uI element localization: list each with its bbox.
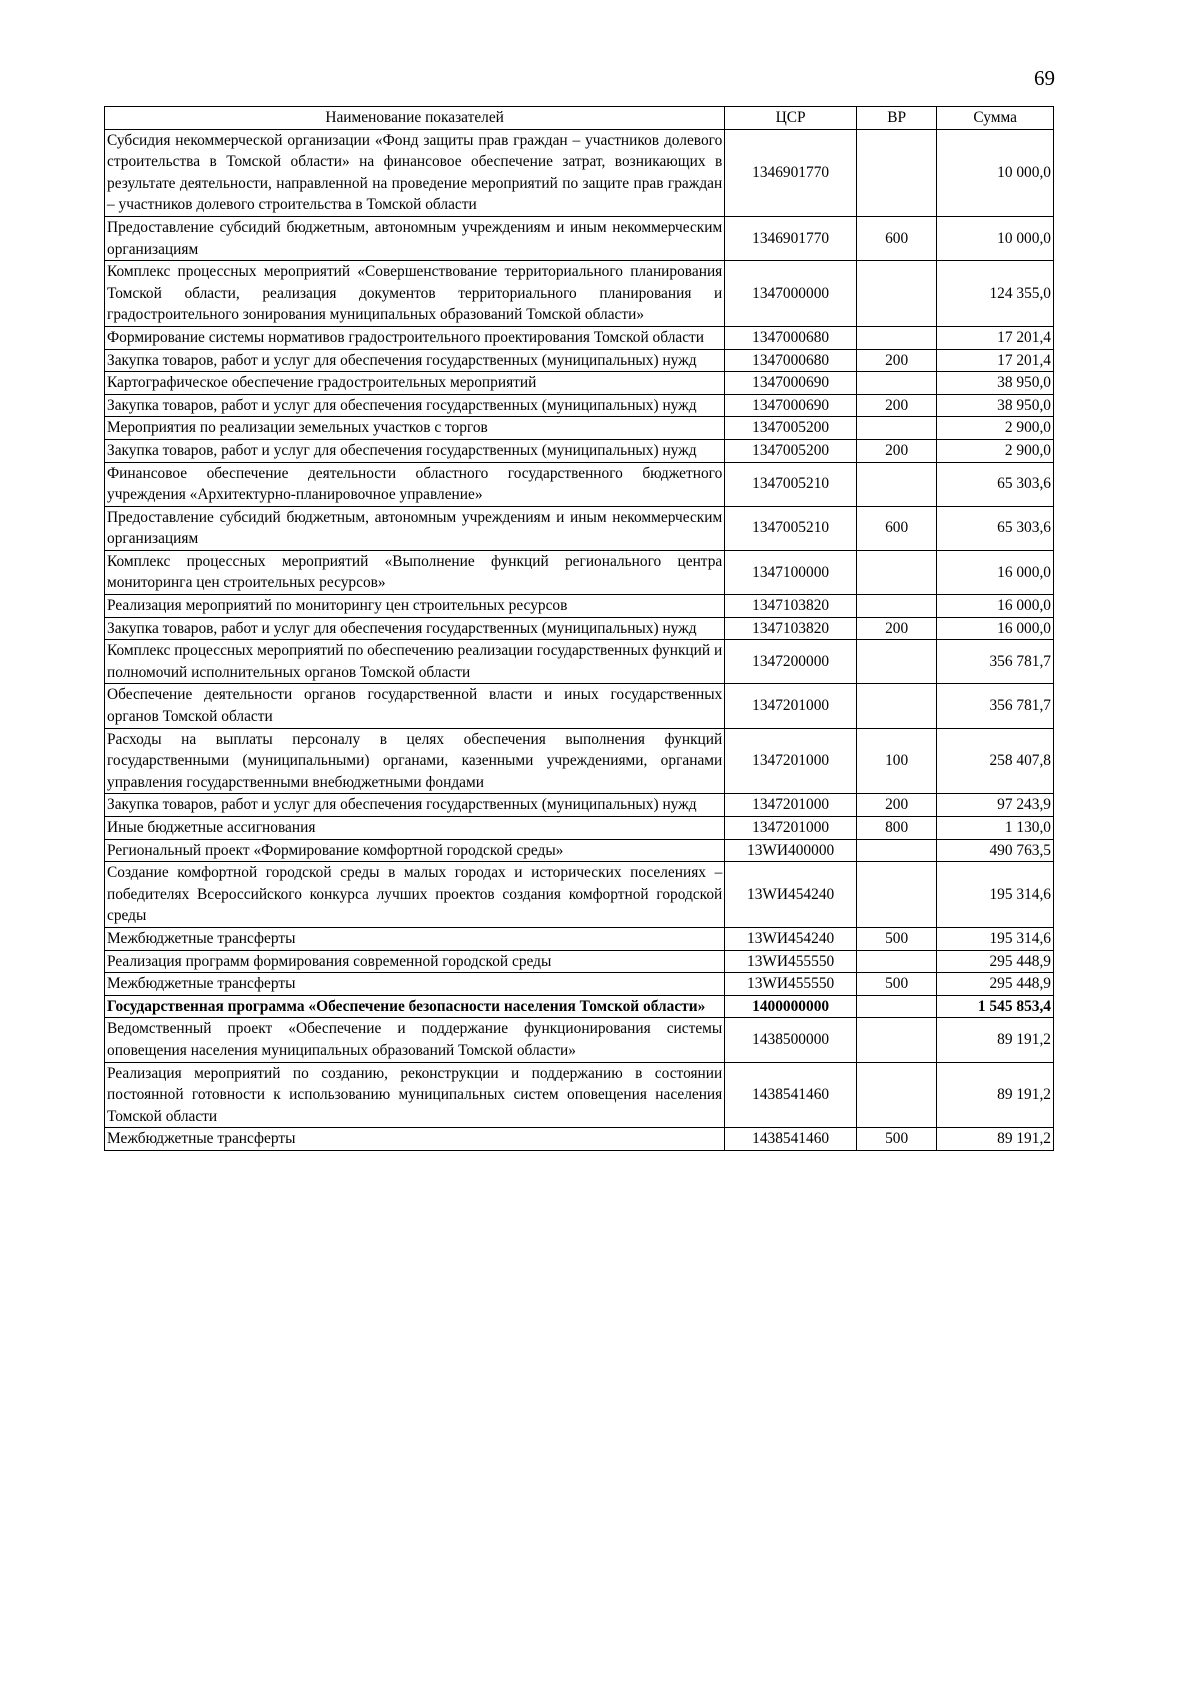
cell-csr: 1346901770 <box>725 216 857 260</box>
cell-name: Региональный проект «Формирование комфортной городской среды» <box>105 839 725 862</box>
table-row <box>105 439 1054 462</box>
table-row <box>105 326 1054 349</box>
cell-csr: 1347200000 <box>725 640 857 684</box>
cell-name: Создание комфортной городской среды в малых городах и исторических поселениях – победителях Всероссийского конкурса лучших проектов создания комфортной городской среды <box>105 862 725 928</box>
table-row <box>105 462 1054 506</box>
table-row <box>105 950 1054 973</box>
table-row <box>105 862 1054 928</box>
cell-vr: 500 <box>856 927 936 950</box>
cell-vr <box>856 950 936 973</box>
cell-name: Обеспечение деятельности органов государственной власти и иных государственных органов Томской области <box>105 684 725 728</box>
cell-csr: 1400000000 <box>725 995 857 1018</box>
cell-sum: 38 950,0 <box>937 394 1054 417</box>
cell-csr: 1438500000 <box>725 1018 857 1062</box>
cell-sum: 65 303,6 <box>937 462 1054 506</box>
cell-vr <box>856 595 936 618</box>
cell-csr: 1347100000 <box>725 550 857 594</box>
cell-name: Межбюджетные трансферты <box>105 973 725 996</box>
cell-name: Реализация мероприятий по мониторингу цен строительных ресурсов <box>105 595 725 618</box>
cell-csr: 1347000690 <box>725 372 857 395</box>
cell-csr: 1347000680 <box>725 326 857 349</box>
cell-vr <box>856 640 936 684</box>
table-row <box>105 728 1054 794</box>
cell-name: Иные бюджетные ассигнования <box>105 817 725 840</box>
cell-vr <box>856 417 936 440</box>
cell-name: Ведомственный проект «Обеспечение и поддержание функционирования системы оповещения населения муниципальных образований Томской области» <box>105 1018 725 1062</box>
table-row <box>105 595 1054 618</box>
cell-vr: 200 <box>856 794 936 817</box>
cell-sum: 89 191,2 <box>937 1018 1054 1062</box>
header-sum: Сумма <box>937 107 1054 130</box>
cell-name: Расходы на выплаты персоналу в целях обеспечения выполнения функций государственными (муниципальными) органами, казенными учреждениями, органами управления государственными внебюджетными фондами <box>105 728 725 794</box>
cell-sum: 124 355,0 <box>937 261 1054 327</box>
cell-vr <box>856 862 936 928</box>
table-row <box>105 1062 1054 1128</box>
cell-sum: 2 900,0 <box>937 439 1054 462</box>
cell-vr <box>856 372 936 395</box>
cell-csr: 13WИ454240 <box>725 862 857 928</box>
cell-vr <box>856 839 936 862</box>
cell-vr: 500 <box>856 1128 936 1151</box>
cell-name: Закупка товаров, работ и услуг для обеспечения государственных (муниципальных) нужд <box>105 617 725 640</box>
cell-sum: 38 950,0 <box>937 372 1054 395</box>
cell-name: Предоставление субсидий бюджетным, автономным учреждениям и иным некоммерческим организациям <box>105 216 725 260</box>
cell-name: Субсидия некоммерческой организации «Фонд защиты прав граждан – участников долевого строительства в Томской области» на финансовое обеспечение затрат, возникающих в результате деятельности, направленной на проведение мероприятий по защите прав граждан – участников долевого строительства в Томской области <box>105 129 725 216</box>
cell-csr: 1347000680 <box>725 349 857 372</box>
table-row <box>105 927 1054 950</box>
cell-vr: 100 <box>856 728 936 794</box>
cell-csr: 1347201000 <box>725 728 857 794</box>
cell-csr: 1347201000 <box>725 817 857 840</box>
table-row <box>105 394 1054 417</box>
cell-name: Государственная программа «Обеспечение безопасности населения Томской области» <box>105 995 725 1018</box>
cell-csr: 1347103820 <box>725 617 857 640</box>
cell-csr: 1438541460 <box>725 1062 857 1128</box>
header-vr: ВР <box>856 107 936 130</box>
cell-sum: 16 000,0 <box>937 617 1054 640</box>
cell-csr: 1346901770 <box>725 129 857 216</box>
cell-vr: 200 <box>856 394 936 417</box>
cell-sum: 10 000,0 <box>937 129 1054 216</box>
cell-name: Закупка товаров, работ и услуг для обеспечения государственных (муниципальных) нужд <box>105 439 725 462</box>
cell-csr: 1347103820 <box>725 595 857 618</box>
header-csr: ЦСР <box>725 107 857 130</box>
cell-vr <box>856 1018 936 1062</box>
cell-sum: 356 781,7 <box>937 684 1054 728</box>
table-row <box>105 617 1054 640</box>
page-number: 69 <box>1034 66 1055 90</box>
cell-name: Комплекс процессных мероприятий по обеспечению реализации государственных функций и полномочий исполнительных органов Томской области <box>105 640 725 684</box>
cell-name: Межбюджетные трансферты <box>105 927 725 950</box>
cell-sum: 17 201,4 <box>937 326 1054 349</box>
table-row <box>105 372 1054 395</box>
cell-sum: 295 448,9 <box>937 973 1054 996</box>
cell-csr: 1347005210 <box>725 506 857 550</box>
cell-csr: 1347000690 <box>725 394 857 417</box>
cell-csr: 13WИ455550 <box>725 950 857 973</box>
table-row <box>105 417 1054 440</box>
cell-name: Реализация программ формирования современной городской среды <box>105 950 725 973</box>
cell-sum: 195 314,6 <box>937 862 1054 928</box>
table-row <box>105 349 1054 372</box>
cell-sum: 2 900,0 <box>937 417 1054 440</box>
cell-vr <box>856 129 936 216</box>
cell-name: Межбюджетные трансферты <box>105 1128 725 1151</box>
cell-vr <box>856 550 936 594</box>
table-body <box>105 129 1054 1150</box>
cell-sum: 89 191,2 <box>937 1062 1054 1128</box>
cell-vr: 200 <box>856 349 936 372</box>
cell-sum: 16 000,0 <box>937 550 1054 594</box>
cell-name: Комплекс процессных мероприятий «Выполнение функций регионального центра мониторинга цен строительных ресурсов» <box>105 550 725 594</box>
table-row <box>105 995 1054 1018</box>
cell-name: Картографическое обеспечение градостроительных мероприятий <box>105 372 725 395</box>
cell-name: Закупка товаров, работ и услуг для обеспечения государственных (муниципальных) нужд <box>105 794 725 817</box>
cell-sum: 97 243,9 <box>937 794 1054 817</box>
cell-csr: 1347201000 <box>725 684 857 728</box>
cell-sum: 356 781,7 <box>937 640 1054 684</box>
table-row <box>105 261 1054 327</box>
header-name: Наименование показателей <box>105 107 725 130</box>
cell-name: Закупка товаров, работ и услуг для обеспечения государственных (муниципальных) нужд <box>105 394 725 417</box>
cell-csr: 1347005200 <box>725 439 857 462</box>
cell-vr: 800 <box>856 817 936 840</box>
cell-vr: 600 <box>856 216 936 260</box>
cell-csr: 13WИ455550 <box>725 973 857 996</box>
cell-sum: 1 130,0 <box>937 817 1054 840</box>
cell-name: Реализация мероприятий по созданию, реконструкции и поддержанию в состоянии постоянной готовности к использованию муниципальных систем оповещения населения Томской области <box>105 1062 725 1128</box>
cell-name: Закупка товаров, работ и услуг для обеспечения государственных (муниципальных) нужд <box>105 349 725 372</box>
cell-csr: 1347201000 <box>725 794 857 817</box>
table-row <box>105 973 1054 996</box>
table-row <box>105 1018 1054 1062</box>
table-row <box>105 1128 1054 1151</box>
table-row <box>105 129 1054 216</box>
table-row <box>105 839 1054 862</box>
cell-sum: 17 201,4 <box>937 349 1054 372</box>
cell-sum: 65 303,6 <box>937 506 1054 550</box>
cell-vr <box>856 684 936 728</box>
cell-vr <box>856 261 936 327</box>
table-header-row <box>105 107 1054 130</box>
cell-name: Мероприятия по реализации земельных участков с торгов <box>105 417 725 440</box>
cell-name: Финансовое обеспечение деятельности областного государственного бюджетного учреждения «Архитектурно-планировочное управление» <box>105 462 725 506</box>
budget-table <box>104 106 1054 1151</box>
cell-vr <box>856 995 936 1018</box>
cell-sum: 16 000,0 <box>937 595 1054 618</box>
cell-vr: 200 <box>856 439 936 462</box>
cell-name: Предоставление субсидий бюджетным, автономным учреждениям и иным некоммерческим организациям <box>105 506 725 550</box>
cell-csr: 1347005210 <box>725 462 857 506</box>
cell-sum: 490 763,5 <box>937 839 1054 862</box>
cell-csr: 13WИ400000 <box>725 839 857 862</box>
cell-vr <box>856 1062 936 1128</box>
cell-vr: 500 <box>856 973 936 996</box>
cell-name: Формирование системы нормативов градостроительного проектирования Томской области <box>105 326 725 349</box>
cell-sum: 195 314,6 <box>937 927 1054 950</box>
cell-vr <box>856 326 936 349</box>
cell-sum: 1 545 853,4 <box>937 995 1054 1018</box>
table-row <box>105 506 1054 550</box>
cell-vr: 600 <box>856 506 936 550</box>
table-row <box>105 817 1054 840</box>
table-row <box>105 794 1054 817</box>
table-row <box>105 216 1054 260</box>
table-row <box>105 550 1054 594</box>
cell-sum: 10 000,0 <box>937 216 1054 260</box>
cell-vr <box>856 462 936 506</box>
cell-sum: 89 191,2 <box>937 1128 1054 1151</box>
cell-csr: 1438541460 <box>725 1128 857 1151</box>
cell-vr: 200 <box>856 617 936 640</box>
table-row <box>105 684 1054 728</box>
cell-name: Комплекс процессных мероприятий «Совершенствование территориального планирования Томской области, реализация документов территориального планирования и градостроительного зонирования муниципальных образований Томской области» <box>105 261 725 327</box>
cell-sum: 295 448,9 <box>937 950 1054 973</box>
cell-csr: 1347000000 <box>725 261 857 327</box>
cell-sum: 258 407,8 <box>937 728 1054 794</box>
cell-csr: 13WИ454240 <box>725 927 857 950</box>
cell-csr: 1347005200 <box>725 417 857 440</box>
table-row <box>105 640 1054 684</box>
